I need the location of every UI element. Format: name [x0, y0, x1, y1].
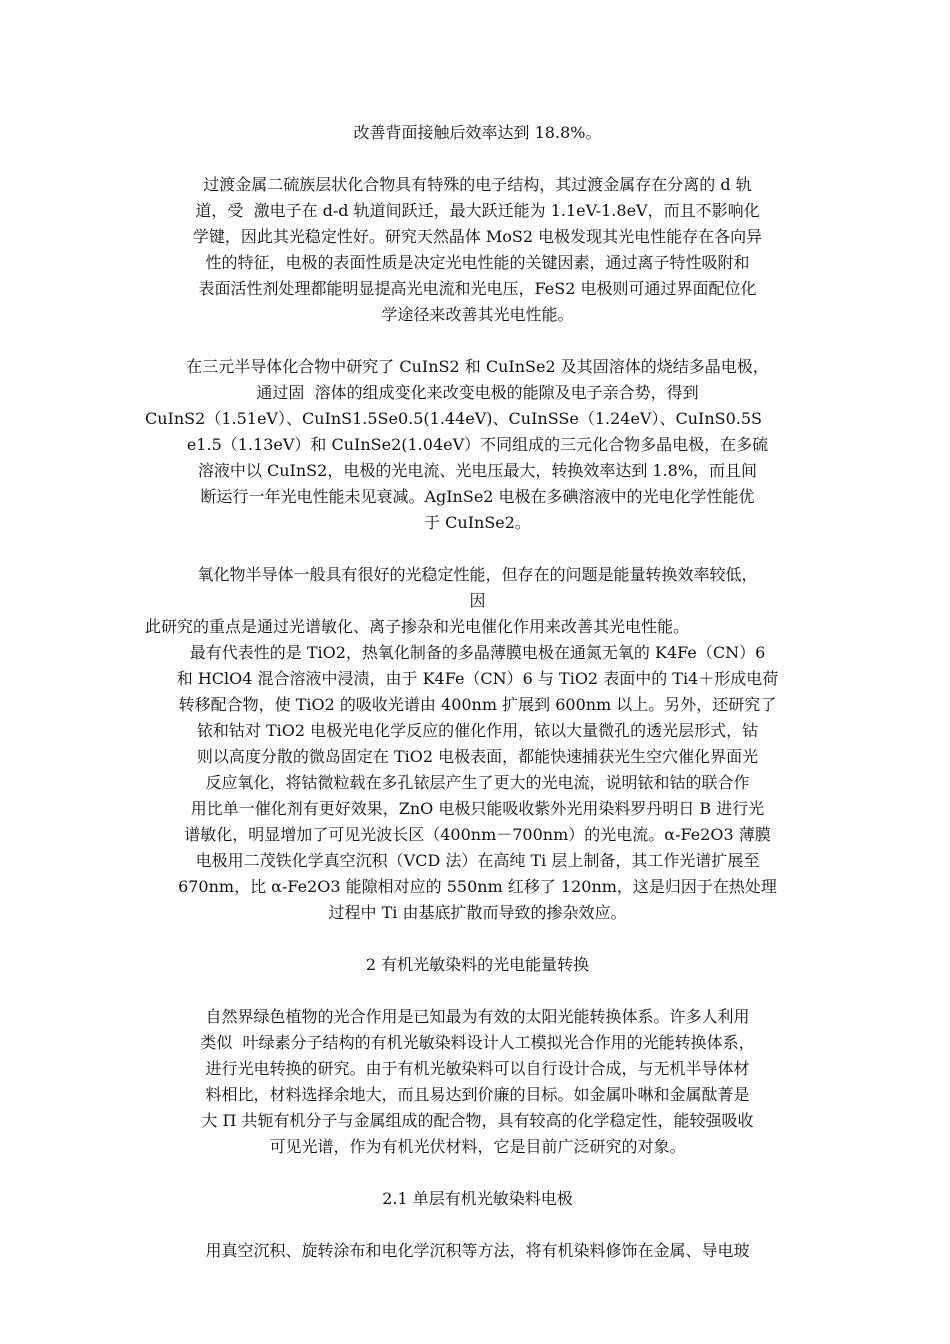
text-line: 670nm，比 α-Fe2O3 能隙相对应的 550nm 红移了 120nm，这是归因于在热处理	[178, 877, 777, 896]
text-line: 则以高度分散的微岛固定在 TiO2 电极表面，都能快速捕获光生空穴催化界面光	[196, 747, 759, 766]
text-line: 断运行一年光电性能未见衰减。AgInSe2 电极在多碘溶液中的光电化学性能优	[200, 487, 755, 506]
text-line: 和 HClO4 混合溶液中浸渍，由于 K4Fe（CN）6 与 TiO2 表面中的 Ti4＋形成电荷	[176, 669, 779, 688]
paragraph-gap	[145, 328, 810, 354]
text-line: 氧化物半导体一般具有很好的光稳定性能，但存在的问题是能量转换效率较低，	[197, 565, 758, 584]
text-line: 料相比，材料选择余地大，而且易达到价廉的目标。如金属卟啉和金属酞菁是	[205, 1085, 750, 1104]
text-line: 转移配合物，使 TiO2 的吸收光谱由 400nm 扩展到 600nm 以上。另外，还研究了	[178, 695, 777, 714]
text-line: 自然界绿色植物的光合作用是已知最为有效的太阳光能转换体系。许多人利用	[205, 1007, 750, 1026]
text-line: 可见光谱，作为有机光伏材料，它是目前广泛研究的对象。	[269, 1137, 686, 1156]
text-line: 通过固 溶体的组成变化来改变电极的能隙及电子亲合势，得到	[256, 383, 699, 402]
text-line: 改善背面接触后效率达到 18.8%。	[353, 123, 602, 142]
text-line: 最有代表性的是 TiO2，热氧化制备的多晶薄膜电极在通氮无氧的 K4Fe（CN）6	[189, 643, 766, 662]
text-line: CuInS2（1.51eV）、CuInS1.5Se0.5(1.44eV)、CuInSSe（1.24eV）、CuInS0.5S	[145, 409, 763, 428]
text-line: 因	[469, 591, 486, 610]
section-heading: 2 有机光敏染料的光电能量转换	[365, 955, 590, 974]
paragraph-gap	[145, 1160, 810, 1186]
text-line: 此研究的重点是通过光谱敏化、离子掺杂和光电催化作用来改善其光电性能。	[145, 617, 690, 636]
text-line: 过渡金属二硫族层状化合物具有特殊的电子结构，其过渡金属存在分离的 d 轨	[203, 175, 752, 194]
text-line: 用比单一催化剂有更好效果，ZnO 电极只能吸收紫外光用染料罗丹明日 B 进行光	[190, 799, 765, 818]
text-line: 类似 叶绿素分子结构的有机光敏染料设计人工模拟光合作用的光能转换体系，	[200, 1033, 755, 1052]
paragraph-gap	[145, 926, 810, 952]
text-line: 学键，因此其光稳定性好。研究天然晶体 MoS2 电极发现其光电性能存在各向异	[192, 227, 763, 246]
text-column	[145, 120, 810, 1264]
text-line: 性的特征，电极的表面性质是决定光电性能的关键因素，通过离子特性吸附和	[205, 253, 750, 272]
text-line: 溶液中以 CuInS2，电极的光电流、光电压最大，转换效率达到 1.8%，而且间	[197, 461, 758, 480]
paragraph-gap	[145, 978, 810, 1004]
text-line: 反应氧化，将钴微粒载在多孔铱层产生了更大的光电流，说明铱和钴的联合作	[205, 773, 750, 792]
text-line: e1.5（1.13eV）和 CuInSe2(1.04eV）不同组成的三元化合物多晶电极，在多硫	[186, 435, 769, 454]
text-line: 过程中 Ti 由基底扩散而导致的掺杂效应。	[328, 903, 627, 922]
text-line: 铱和钴对 TiO2 电极光电化学反应的催化作用，铱以大量微孔的透光层形式，钴	[196, 721, 759, 740]
text-line: 大 Π 共轭有机分子与金属组成的配合物，具有较高的化学稳定性，能较强吸收	[201, 1111, 754, 1130]
text-line: 于 CuInSe2。	[424, 513, 531, 532]
paragraph-gap	[145, 146, 810, 172]
text-line: 谱敏化，明显增加了可见光波长区（400nm－700nm）的光电流。α-Fe2O3 薄膜	[184, 825, 771, 844]
text-line: 在三元半导体化合物中研究了 CuInS2 和 CuInSe2 及其固溶体的烧结多晶电极，	[186, 357, 769, 376]
text-line: 学途径来改善其光电性能。	[381, 305, 574, 324]
subsection-heading: 2.1 单层有机光敏染料电极	[382, 1189, 573, 1208]
text-line: 电极用二茂铁化学真空沉积（VCD 法）在高纯 Ti 层上制备，其工作光谱扩展至	[195, 851, 760, 870]
text-line: 用真空沉积、旋转涂布和电化学沉积等方法，将有机染料修饰在金属、导电玻	[205, 1241, 750, 1260]
paragraph-gap	[145, 536, 810, 562]
text-line: 表面活性剂处理都能明显提高光电流和光电压，FeS2 电极则可通过界面配位化	[198, 279, 757, 298]
paragraph-gap	[145, 1212, 810, 1238]
text-line: 道，受 激电子在 d-d 轨道间跃迁，最大跃迁能为 1.1eV-1.8eV，而且不影响化	[195, 201, 760, 220]
text-line: 进行光电转换的研究。由于有机光敏染料可以自行设计合成，与无机半导体材	[205, 1059, 750, 1078]
